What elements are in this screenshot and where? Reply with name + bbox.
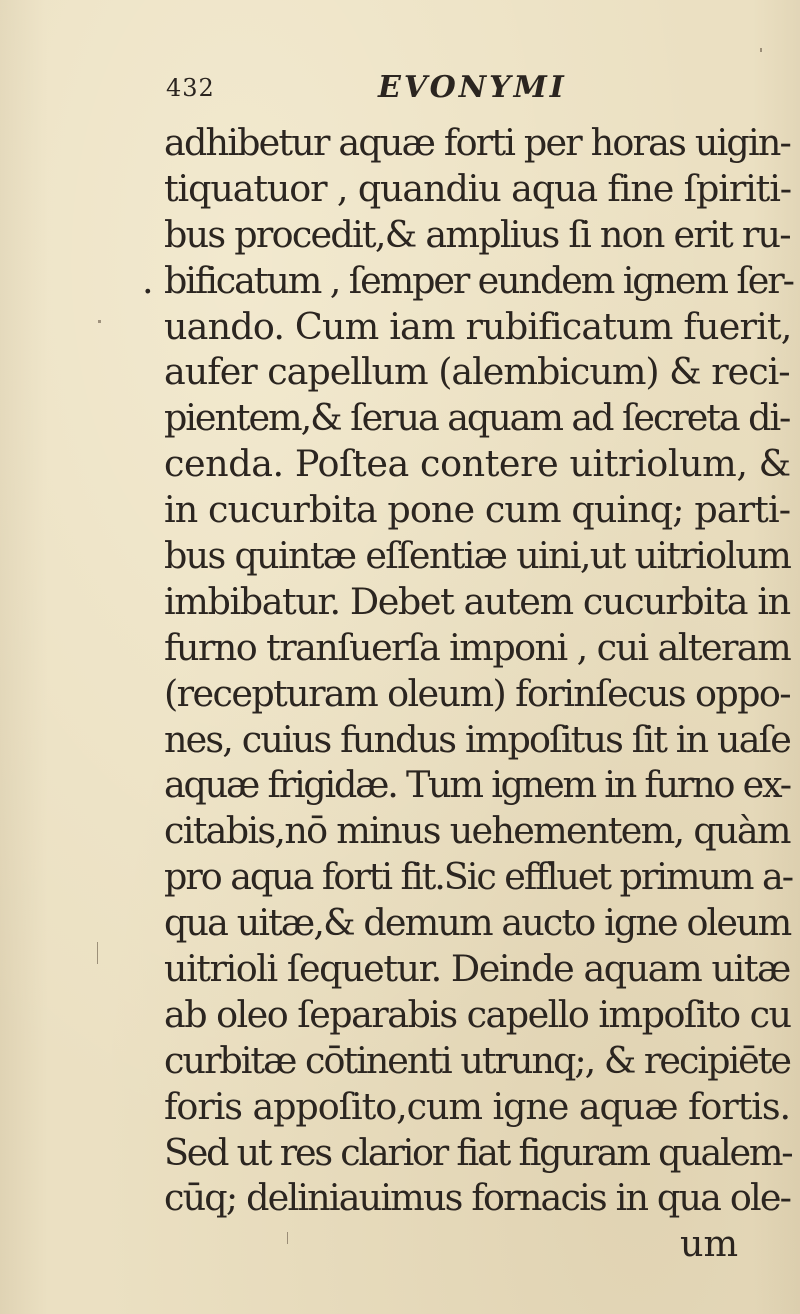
text-line: uitrioli ſequetur. Deinde aquam uitæ <box>164 947 790 991</box>
margin-bullet: . <box>142 258 152 302</box>
running-head: EVONYMI <box>378 70 567 105</box>
text-line: . bificatum , ſemper eundem ignem ſer- <box>142 258 793 302</box>
text-line: furno tranſuerſa imponi , cui alteram <box>164 625 791 669</box>
text-line: cūq; deliniauimus fornacis in qua ole- <box>164 1176 791 1220</box>
text-line: imbibatur. Debet autem cucurbita in <box>164 579 790 623</box>
page-header <box>166 70 626 110</box>
text-line: in cucurbita pone cum quinq; parti- <box>164 488 791 532</box>
text-line: Sed ut res clarior fiat figuram qualem- <box>164 1130 792 1174</box>
text-line: uando. Cum iam rubificatum fuerit, <box>164 304 792 348</box>
catchword-line: um <box>680 1222 739 1266</box>
text-line: tiquatuor , quandiu aqua fine ſpiriti- <box>164 166 791 210</box>
text-line: bus procedit,& amplius ſi non erit ru- <box>164 212 790 256</box>
ink-speck <box>98 320 101 323</box>
text-line: citabis,nō minus uehementem, quàm <box>164 809 790 853</box>
text-line: ab oleo ſeparabis capello impoſito cu <box>164 992 791 1036</box>
text-line: nes, cuius fundus impoſitus ſit in uaſe <box>164 717 791 761</box>
text-line: pro aqua forti fit.Sic effluet primum a- <box>164 855 793 899</box>
text-line: qua uitæ,& demum aucto igne oleum <box>164 901 791 945</box>
ink-speck <box>97 942 98 964</box>
text-line: cenda. Poſtea contere uitriolum, & <box>164 442 791 486</box>
body-text <box>142 120 793 1267</box>
text-line: pientem,& ſerua aquam ad ſecreta di- <box>164 396 790 440</box>
text-line: aufer capellum (alembicum) & reci- <box>164 350 790 394</box>
page-number: 432 <box>166 74 215 102</box>
ink-speck <box>760 48 762 52</box>
text-line: (recepturam oleum) forinſecus oppo- <box>164 671 791 715</box>
text-line: foris appoſito,cum igne aquæ fortis. <box>164 1084 791 1128</box>
text-line: adhibetur aquæ forti per horas uigin- <box>164 121 791 164</box>
text-line: bus quintæ eſſentiæ uini,ut uitriolum <box>164 534 791 578</box>
text-line: aquæ frigidæ. Tum ignem in furno ex- <box>164 763 790 807</box>
text-line: curbitæ cōtinenti utrunq;, & recipiēte <box>164 1038 791 1082</box>
ink-speck <box>287 1232 288 1244</box>
